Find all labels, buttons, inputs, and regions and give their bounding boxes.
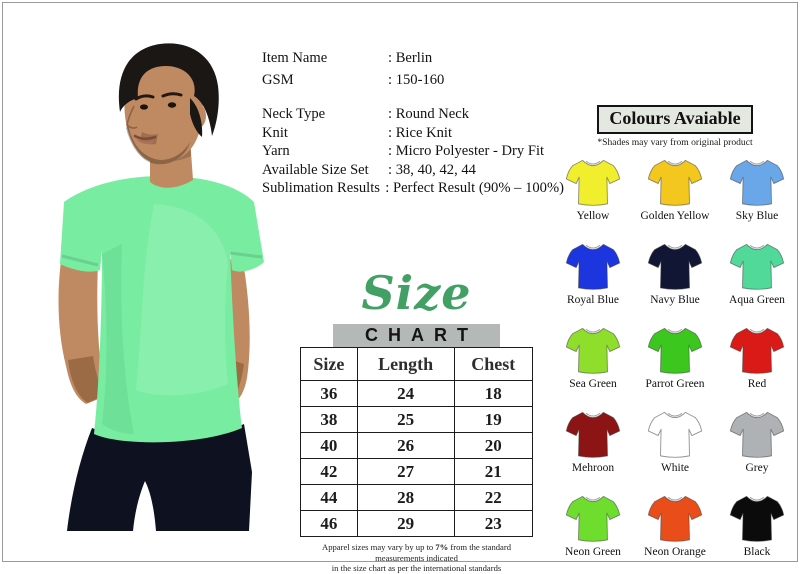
detail-value: : 38, 40, 42, 44 <box>388 161 476 178</box>
colour-swatch <box>552 490 634 574</box>
colour-swatch-grid <box>552 154 798 574</box>
colour-swatch <box>716 490 798 574</box>
disclaimer-percent: 7% <box>435 542 449 552</box>
column-header-size: Size <box>301 348 358 381</box>
tshirt-icon <box>728 409 786 461</box>
table-row <box>301 433 533 459</box>
tshirt-icon <box>564 493 622 545</box>
detail-row <box>262 105 564 124</box>
product-details <box>262 48 564 198</box>
detail-value: : Berlin <box>388 50 433 66</box>
colours-panel <box>552 105 798 574</box>
colour-name: Royal Blue <box>566 294 620 306</box>
tshirt-icon <box>564 157 622 209</box>
colour-name: Red <box>747 378 767 390</box>
cell-length: 28 <box>357 485 454 511</box>
colour-swatch <box>716 406 798 490</box>
colour-name: Golden Yellow <box>640 210 710 222</box>
detail-row <box>262 124 564 143</box>
tshirt-icon <box>646 493 704 545</box>
colour-name: Parrot Green <box>645 378 705 390</box>
detail-row <box>262 179 564 198</box>
colour-name: Mehroon <box>571 462 615 474</box>
cell-length: 25 <box>357 407 454 433</box>
cell-length: 26 <box>357 433 454 459</box>
tshirt-icon <box>728 325 786 377</box>
disclaimer-text: from the standard measurements indicated <box>375 542 512 563</box>
cell-chest: 21 <box>454 459 532 485</box>
colour-name: Yellow <box>576 210 610 222</box>
size-chart-table <box>300 347 533 537</box>
detail-label: GSM <box>262 71 294 88</box>
cell-chest: 18 <box>454 381 532 407</box>
size-chart-header-row <box>301 348 533 381</box>
table-row <box>301 485 533 511</box>
colour-swatch <box>634 154 716 238</box>
tshirt-icon <box>564 409 622 461</box>
colour-name: Neon Green <box>565 546 621 558</box>
colour-swatch <box>552 238 634 322</box>
colour-swatch <box>716 154 798 238</box>
colour-swatch <box>716 322 798 406</box>
size-disclaimer <box>300 542 533 574</box>
cell-size: 46 <box>301 511 358 537</box>
detail-label: Sublimation Results <box>262 180 380 197</box>
detail-value: : 150-160 <box>388 71 445 88</box>
detail-label: Neck Type <box>262 106 326 122</box>
colour-swatch <box>552 322 634 406</box>
tshirt-icon <box>646 157 704 209</box>
size-chart-section <box>300 256 533 574</box>
cell-chest: 23 <box>454 511 532 537</box>
colours-title-box: Colours Avaiable <box>597 105 752 134</box>
tshirt-icon <box>564 241 622 293</box>
tshirt-icon <box>728 157 786 209</box>
chart-title: CHART <box>365 325 478 345</box>
detail-row <box>262 161 564 180</box>
model-head <box>119 43 219 164</box>
cell-size: 42 <box>301 459 358 485</box>
colour-name: Navy Blue <box>650 294 700 306</box>
colour-name: Neon Orange <box>644 546 706 558</box>
cell-size: 36 <box>301 381 358 407</box>
table-row <box>301 459 533 485</box>
cell-length: 27 <box>357 459 454 485</box>
cell-size: 44 <box>301 485 358 511</box>
detail-value: : Micro Polyester - Dry Fit <box>388 143 545 160</box>
cell-chest: 22 <box>454 485 532 511</box>
column-header-length: Length <box>357 348 454 381</box>
colour-swatch <box>552 154 634 238</box>
model-photo <box>4 4 280 560</box>
tshirt-icon <box>646 325 704 377</box>
colour-swatch <box>634 406 716 490</box>
table-row <box>301 381 533 407</box>
detail-row <box>262 70 564 92</box>
detail-label: Knit <box>262 124 288 141</box>
tshirt-icon <box>646 241 704 293</box>
detail-row <box>262 142 564 161</box>
colour-name: Grey <box>745 462 769 474</box>
colour-name: Sea Green <box>569 378 617 390</box>
tshirt-icon <box>564 325 622 377</box>
table-row <box>301 407 533 433</box>
tshirt-icon <box>728 241 786 293</box>
detail-row <box>262 48 564 70</box>
cell-chest: 20 <box>454 433 532 459</box>
detail-value: : Perfect Result (90% – 100%) <box>385 180 564 197</box>
size-script-title: Size <box>361 266 472 320</box>
colour-swatch <box>634 238 716 322</box>
detail-value: : Rice Knit <box>388 124 453 141</box>
cell-length: 29 <box>357 511 454 537</box>
cell-chest: 19 <box>454 407 532 433</box>
detail-label: Yarn <box>262 143 290 160</box>
disclaimer-text: Apparel sizes may vary by up to <box>321 542 436 552</box>
disclaimer-text-line2: in the size chart as per the international standards <box>331 563 502 573</box>
colours-subtitle: *Shades may vary from original product <box>597 137 753 148</box>
colour-name: Aqua Green <box>729 294 785 306</box>
tshirt-icon <box>646 409 704 461</box>
colour-swatch <box>634 490 716 574</box>
colour-name: Black <box>743 546 771 558</box>
cell-length: 24 <box>357 381 454 407</box>
detail-value: : Round Neck <box>388 106 470 122</box>
detail-label: Item Name <box>262 50 328 66</box>
colour-swatch <box>552 406 634 490</box>
cell-size: 38 <box>301 407 358 433</box>
table-row <box>301 511 533 537</box>
colour-swatch <box>634 322 716 406</box>
column-header-chest: Chest <box>454 348 532 381</box>
cell-size: 40 <box>301 433 358 459</box>
detail-label: Available Size Set <box>262 161 369 178</box>
colour-name: White <box>660 462 690 474</box>
tshirt-icon <box>728 493 786 545</box>
colour-name: Sky Blue <box>735 210 779 222</box>
colour-swatch <box>716 238 798 322</box>
